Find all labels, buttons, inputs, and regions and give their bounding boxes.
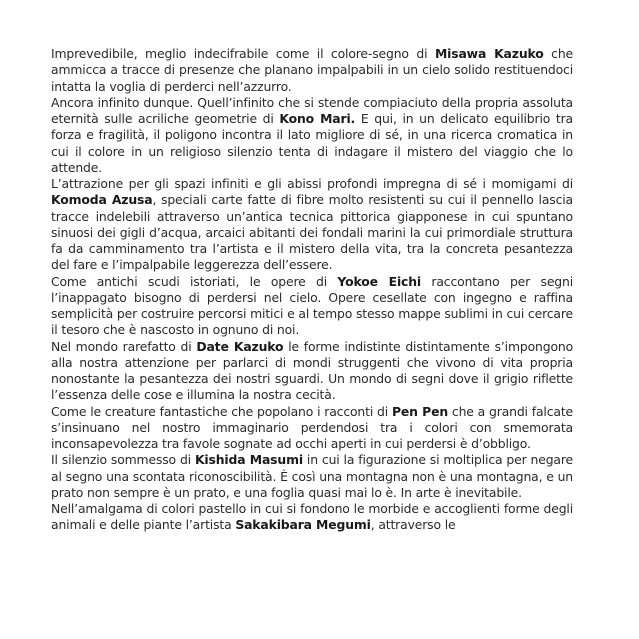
artist-name: Misawa Kazuko [434,46,544,61]
text-run: in cui la figurazione si moltiplica per negare al segno una scontata riconoscibilità. È così una montagna non è una montagna, e un prato non sempre è un prato, e una foglia quasi mai lo è. In arte è inevitabile. [51,452,573,500]
artist-name: Sakakibara Megumi [235,517,371,533]
paragraph-kono-mari [51,95,573,176]
paragraph-pen-pen [51,404,573,453]
text-run: Nel mondo rarefatto di [51,338,197,354]
text-run: Come antichi scudi istoriati, le opere di [51,273,338,289]
paragraph-sakakibara-megumi [51,501,573,534]
text-run: Imprevedibile, meglio indecifrabile come il colore-segno di [51,46,435,61]
text-run: Il silenzio sommesso di [51,452,195,468]
text-run: Ancora infinito dunque. Quell’infinito che si stende compiaciuto della propria assoluta eternità sulle acriliche geometrie di [51,94,573,126]
article-body [51,46,573,534]
text-run: , attraverso le [370,517,456,533]
text-run: , speciali carte fatte di fibre molto resistenti su cui il pennello lascia tracce indelebili attraverso un’antica tecnica pittorica giapponese in cui spuntano sinuosi dei gigli d’acqua, arcaici abitanti dei fondali marini la cui primordiale struttura fa da camminamento tra l’artista e il mistero della vita, tra la concreta pesantezza del fare e l’impalpabile leggerezza dell’essere. [51,192,573,273]
artist-name: Kono Mari. [279,111,356,126]
text-run: E qui, in un delicato equilibrio tra forza e fragilità, il poligono incontra il lato migliore di sé, in una ricerca cromatica in cui il colore in un religioso silenzio tenta di indagare il mistero del viaggio che lo attende. [51,111,573,175]
paragraph-kishida-masumi [51,452,573,501]
text-run: L’attrazione per gli spazi infiniti e gli abissi profondi impregna di sé i momigami di [51,176,573,191]
paragraph-yokoe-eichi [51,274,573,339]
artist-name: Komoda Azusa [51,192,153,208]
text-run: Come le creature fantastiche che popolano i racconti di [51,403,392,419]
text-run: le forme indistinte distintamente s’impongono alla nostra attenzione per parlarci di mondi struggenti che vivono di vita propria nonostante la pesantezza dei nostri sguardi. Un mondo di segni dove il grigio riflette l’essenza delle cose e illumina la nostra cecità. [51,338,574,403]
artist-name: Date Kazuko [196,338,284,354]
artist-name: Kishida Masumi [194,452,303,468]
text-run: che ammicca a tracce di presenze che planano impalpabili in un cielo solido restituendoci intatta la voglia di perderci nell’azzurro. [51,46,573,94]
paragraph-date-kazuko [51,339,573,404]
artist-name: Yokoe Eichi [337,273,422,289]
text-run: che a grandi falcate s’insinuano nel nostro immaginario perdendosi tra i colori con smemorata inconsapevolezza tra favole sognate ad occhi aperti in cui perdersi è d’obbligo. [51,403,574,451]
artist-name: Pen Pen [391,403,448,419]
paragraph-komoda-azusa [51,176,573,274]
paragraph-misawa-kazuko [51,46,573,95]
text-run: Nell’amalgama di colori pastello in cui si fondono le morbide e accoglienti forme degli animali e delle piante l’artista [51,501,573,533]
text-run: raccontano per segni l’inappagato bisogno di perdersi nel cielo. Opere cesellate con ingegno e raffina semplicità per costruire percorsi mitici e al tempo stesso mappe sublimi in cui cercare il tesoro che è nascosto in ognuno di noi. [51,273,573,338]
